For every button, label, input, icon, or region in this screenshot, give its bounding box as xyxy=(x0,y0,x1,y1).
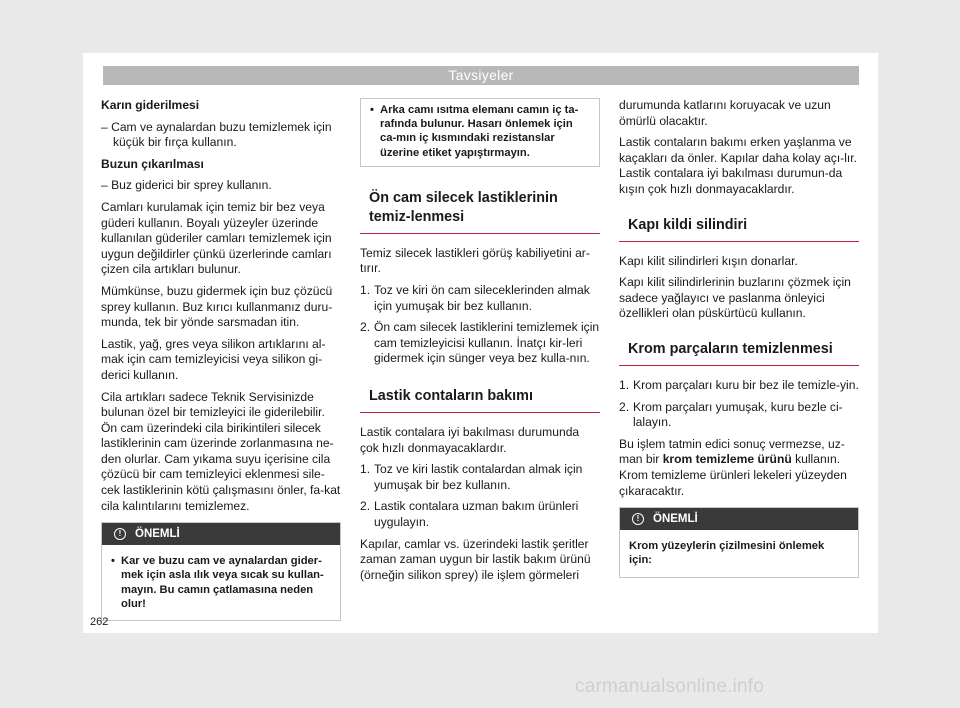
list-text: Ön cam silecek lastiklerini temizlemek için cam temizleyicisi kullanın. İnatçı kir-leri gidermek için sünger veya bez kulla-nın. xyxy=(374,320,600,366)
column-middle xyxy=(360,98,600,589)
section-title-rubber-seals: Lastik contaların bakımı xyxy=(360,387,600,413)
notice-title: ÖNEMLİ xyxy=(135,528,180,541)
warning-icon: ! xyxy=(632,513,644,525)
paragraph: Kapı kilit silindirleri kışın donarlar. xyxy=(619,253,798,268)
list-text: Krom parçaları kuru bir bez ile temizle-yin. xyxy=(633,377,859,392)
list-item xyxy=(619,400,859,431)
list-item xyxy=(360,320,600,367)
page-header: Tavsiyeler xyxy=(103,66,859,85)
list-item xyxy=(360,283,600,314)
bullet-icon: • xyxy=(111,555,115,568)
watermark: carmanualsonline.info xyxy=(575,676,765,697)
section-title-door-lock: Kapı kildi silindiri xyxy=(619,216,859,242)
notice-title: ÖNEMLİ xyxy=(653,513,698,526)
warning-icon: ! xyxy=(114,528,126,540)
paragraph: Kapılar, camlar vs. üzerindeki lastik şeritler zaman zaman uygun bir lastik bakım ürünü (örneğin silikon sprey) ile işlem görmeleri xyxy=(360,536,591,582)
notice-box xyxy=(619,507,859,577)
notice-text: Arka camı ısıtma elemanı camın iç ta-rafında bulunur. Hasarı önlemek için ca-mın iç kısmındaki rezistanslar üzerine etiket yapıştırmayın. xyxy=(380,104,579,159)
notice-text: Kar ve buzu cam ve aynalardan gider-mek için asla ılık veya sıcak su kullan-mayın. Bu camın çatlamasına neden olur! xyxy=(121,555,324,610)
list-text: Toz ve kiri ön cam sileceklerinden almak için yumuşak bir bez kullanın. xyxy=(374,283,590,313)
paragraph-chrome-product xyxy=(619,437,859,499)
paragraph: durumunda katlarını koruyacak ve uzun ömürlü olacaktır. xyxy=(619,98,831,128)
paragraph: Lastik contalara iyi bakılması durumunda çok hızlı donmayacaklardır. xyxy=(360,424,580,455)
list-number: 1. xyxy=(619,377,630,392)
paragraph: Mümkünse, buzu gidermek için buz çözücü sprey kullanın. Buz kırıcı kullanmanız duru-munda, tek bir yönde sarsmadan itin. xyxy=(101,283,333,330)
page-number: 262 xyxy=(90,616,109,628)
section-title-chrome: Krom parçaların temizlenmesi xyxy=(619,340,859,366)
list-text: Toz ve kiri lastik contalardan almak için yumuşak bir bez kullanın. xyxy=(374,462,583,492)
list-item xyxy=(619,378,859,394)
heading-snow-removal: Karın giderilmesi xyxy=(101,98,200,112)
instruction-ice: – Buz giderici bir sprey kullanın. xyxy=(101,178,272,193)
text-run-bold: krom temizleme ürünü xyxy=(662,452,792,467)
notice-header xyxy=(102,523,340,545)
notice-item xyxy=(111,554,331,611)
notice-body: Krom yüzeylerin çizilmesini önlemek için: xyxy=(620,530,858,576)
text-run: kullanın. Krom temizleme ürünleri lekeleri yüzeyden çıkaracaktır. xyxy=(619,452,847,498)
list-text: Lastik contalara uzman bakım ürünleri uygulayın. xyxy=(374,499,579,529)
paragraph: Kapı kilit silindirlerinin buzlarını çözmek için sadece yağlayıcı ve paslanma önleyici özellikleri olan püskürtücü kullanın. xyxy=(619,275,851,321)
list-number: 2. xyxy=(360,499,371,514)
list-number: 1. xyxy=(360,462,371,477)
paragraph: Camları kurulamak için temiz bir bez veya güderi kullanın. Boyalı yüzeyler üzerinde kullanılan güderiler camları temizlemek için uygun değildirler çünkü üzerlerinde camları çizen cila artıkları bulunur. xyxy=(101,199,332,277)
column-right xyxy=(619,98,859,578)
notice-box xyxy=(101,522,341,621)
notice-box-continued xyxy=(360,98,600,167)
bullet-icon: • xyxy=(370,104,374,116)
section-title-wiper-blades: Ön cam silecek lastiklerinin temiz-lenmesi xyxy=(360,189,600,234)
list-number: 1. xyxy=(360,283,371,297)
list-number: 2. xyxy=(619,399,630,414)
list-number: 2. xyxy=(360,320,371,335)
heading-ice-removal: Buzun çıkarılması xyxy=(101,156,204,171)
paragraph: Lastik contaların bakımı erken yaşlanma ve kaçakları da önler. Kapılar daha kolay açı-lır. Lastik contalara iyi bakılması durumun-da kışın çok hızlı donmayacaklardır. xyxy=(619,135,857,196)
paragraph: Lastik, yağ, gres veya silikon artıklarını al-mak için cam temizleyicisi veya silikon gi-derici kullanın. xyxy=(101,336,326,382)
instruction-snow: – Cam ve aynalardan buzu temizlemek için küçük bir fırça kullanın. xyxy=(101,119,332,150)
paragraph: Temiz silecek lastikleri görüş kabiliyetini ar-tırır. xyxy=(360,245,590,276)
paragraph: Cila artıkları sadece Teknik Servisinizde bulunan özel bir temizleyici ile giderilebilir. Ön cam üzerindeki cila birikintileri silecek lastiklerinin cam üzerinde zorlanmasına ne-den olurlar. Cam yıkama suyu içerisine cila çözücü bir cam temizleyici eklenmesi sile-cek lastiklerinin kötü çalışmasını önler, fa-kat cila kalıntılarını temizlemez. xyxy=(101,389,341,513)
list-item xyxy=(360,499,600,530)
notice-body xyxy=(102,545,340,620)
list-text: Krom parçaları yumuşak, kuru bezle ci-lalayın. xyxy=(633,399,843,430)
notice-header xyxy=(620,508,858,530)
notice-item xyxy=(370,103,590,160)
text-run: Bu işlem tatmin edici sonuç vermezse, uz-man bir xyxy=(619,436,845,467)
column-left xyxy=(101,98,341,621)
list-item xyxy=(360,462,600,493)
